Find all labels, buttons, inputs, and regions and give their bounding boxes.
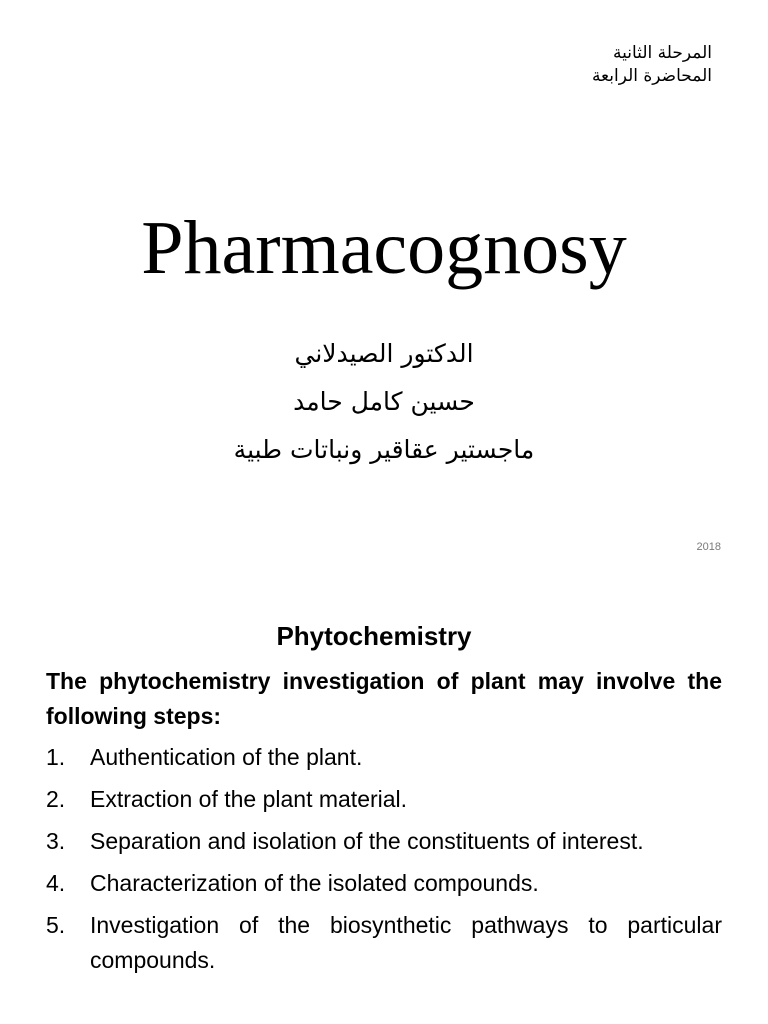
year-label: 2018 [696,541,721,553]
stage-label: المرحلة الثانية [613,43,712,63]
step-number: 1. [46,744,66,770]
step-text: Investigation of the biosynthetic pathways to particular compounds. [90,912,722,973]
list-item [46,866,722,901]
author-degree: ماجستير عقاقير ونباتات طبية [233,435,535,464]
step-number: 4. [46,870,66,896]
step-text: Separation and isolation of the constituents of interest. [90,828,644,854]
step-number: 3. [46,828,66,854]
document-title: Pharmacognosy [141,206,627,290]
author-block [0,330,768,474]
step-number: 5. [46,912,66,938]
list-item [46,908,722,978]
steps-list [46,740,722,985]
lecture-header [312,42,712,88]
list-item [46,782,722,817]
author-title: الدكتور الصيدلاني [294,339,474,368]
list-item [46,824,722,859]
author-name: حسين كامل حامد [293,387,475,416]
section-intro: The phytochemistry investigation of plant may involve the following steps: [46,668,722,729]
step-text: Extraction of the plant material. [90,786,408,812]
step-text: Characterization of the isolated compounds. [90,870,539,896]
step-text: Authentication of the plant. [90,744,363,770]
step-number: 2. [46,786,66,812]
list-item [46,740,722,775]
section-title: Phytochemistry [276,621,472,651]
lecture-label: المحاضرة الرابعة [591,66,712,86]
